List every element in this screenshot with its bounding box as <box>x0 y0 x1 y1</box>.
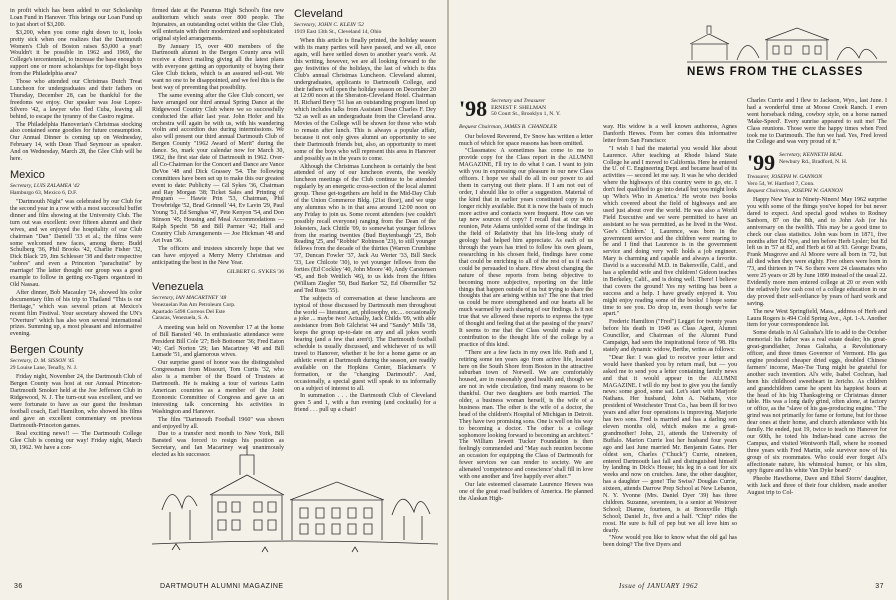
address-line: Venezuelan Pan Am Petroleum Corp. <box>152 302 236 309</box>
body-text: Pheobe Hawthorne, Dave and Ethel Storrs' daughter, with Jack and three of their four children, made another August trip to Col- <box>747 476 887 497</box>
page-number-left: 36 <box>14 583 23 590</box>
class-98-header <box>459 98 741 122</box>
right-column-2 <box>603 124 737 564</box>
address-line: 29 Louise Lane, Tenafly, N. J. <box>10 364 78 371</box>
body-text: Our late esteemed classmate Laurence Hewes was one of the great road builders of America. He planned the Alaskan High- <box>459 481 593 502</box>
body-text: When this article is finally printed, the holiday season with its many parties will have passed, and we all, once again, will have settled down to another year's work. At this writing, however, we are all looking forward to the gay festivities of the holidays, the last of which is this Club's annual Christmas Luncheon. Cleveland alumni, undergraduates, applicants to Dartmouth College, and their fathers will open the holiday season on December 20 at 12:00 noon at the Sheraton-Cleveland Hotel. Chairman H. Richard Bevy '51 has an outstanding program lined up which includes talks from Assistant Dean Charles F. Dey '52 as well as an undergraduate from the Cleveland area. Movies of the College will be shown for those who wish to remain after lunch. This is always a popular affair, because it not only gives alumni an opportunity to see their Dartmouth friends but, also, an opportunity to meet some of the boys who will represent this area in Hanover and possibly as in the years to come. <box>294 38 436 162</box>
secretary-line: Secretary and Treasurer <box>491 98 546 104</box>
body-text: "Now would you like to know what the old gal has been doing? The five Dyers and <box>603 535 737 549</box>
address-line: Hamburgo 63, Mexico 6, D.F. <box>10 189 78 196</box>
banner-sketch-illustration <box>687 22 887 64</box>
body-text: The film "Dartmouth Football 1960" was shown and enjoyed by all. <box>152 416 284 430</box>
magazine-name-footer: DARTMOUTH ALUMNI MAGAZINE <box>160 583 284 590</box>
section-banner-title: NEWS FROM THE CLASSES <box>687 66 864 78</box>
news-banner <box>687 22 887 92</box>
right-column-1 <box>459 124 593 564</box>
body-text: way. His widow is a well known authoress, Agnes Danforth Hewes. From her comes this informative letter from San Francisco: <box>603 124 737 144</box>
treasurer-block <box>747 174 887 194</box>
bequest-chairman-line: Bequest Chairman, JOSEPH W. GANNON <box>747 187 843 194</box>
body-text: "There are a few facts in my own life. Ruth and I, retiring some ten years ago from active life, located here on the South Shore from Boston in the attractive suburban town of Norwell. We are comfortably housed, are in reasonably good health and, though we are not in wide circulation, find many reasons to be thankful. Our two daughters are both married. The older, a business woman herself, is the wife of a business man. The other is the wife of a doctor, the head of the children's Hospital of Michigan in Detroit. They have two promising sons. One is well on his way to becoming a doctor. The other is a college sophomore looking forward to becoming an architect." The William Jewett Tucker Foundation is then feelingly commended and "May each reunion become an occasion for equipping the Class of Dartmouth for fewer services we can render to society. We are alienated 'competence and conscience' shall fill in love with one another and 'live happily ever after.'" <box>459 349 593 480</box>
right-column-3 <box>747 98 887 564</box>
section-title-bergen-county: Bergen County <box>10 344 84 357</box>
bequest-text: Bequest Chairman, JAMES B. CHANDLER <box>459 124 557 130</box>
campus-sketch-illustration <box>152 440 438 560</box>
body-text: Happy New Year to Ninety-Niners! May 1962 surprise you with some of the things you've hoped for but never dared to expect. And special good wishes to Rodney Sanborn, 87 on the 8th, and to John Ash (or his anniversary on the twelfth. This may be a good time to check our class statistics. John was born in 1871, five months after Ed Nye, and ten before Herb Lysler; but Ed left us in '57 at 82, and Herb at 60 at 93. George Evans, Frank Musgrove and Al Moore were all born in '72, but all died when they were eighty. Five others were born in '73, and thirteen in '74. So there were 24 classmates who were 25 years or 28 by June 1899 instead of the usual 22. Evidently more men entered college at 20 or even with the relatively low cash cost of a college education in our day proved their self-reliance by years of hard work and saving. <box>747 197 887 307</box>
left-page <box>0 0 447 600</box>
body-text: The officers and trustees sincerely hope that we can have enjoyed a Merry Merry Christmas and anticipating the best in the New Year. <box>152 245 284 266</box>
secretary-line: Secretary, IAN MACARTNEY '48 <box>152 295 227 302</box>
section-meta <box>459 96 741 121</box>
body-text: Due to a transfer next month to New York, Bill Bansted was forced to resign his position as Secretary, and Ian Macartney was unanimously elected as his successor. <box>152 431 284 459</box>
body-text: Charles Currie and I flew to Jackson, Wyo., last June. I had a wonderful time at Moose Creek Ranch. I even went horseback riding, cowboy style, on a horse named 'Make-Speed'. Every sunrise appeared to suit me! The Class reunions. Those were the happy times when Fred took me to Dartmouth. The fun we had. Yes, Fred loved the College and was very proud of it." <box>747 98 887 146</box>
secretary-line: Secretary, D. M. SISSON '45 <box>10 358 75 365</box>
body-text: The Philadelphia Hanoverian's Christmas stocking also contained some goodies for future consumption. Our Annual Dinner is coming up on Wednesday, February 14, with Dean Thad Seymour as speaker. And on Wednesday, March 28, the Glee Club will be here. <box>10 121 142 163</box>
section-meta <box>294 22 436 35</box>
body-text: Those who attended our Christmas Dutch Treat Luncheon for undergraduates and their fathers on Thursday, December 28, can be thankful for the freedoms we enjoy. Our speaker was Jose Lopez-Silvero '42, a lawyer who fled Cuba, leaving all behind, to escape the tyranny of the Castro regime. <box>10 79 142 120</box>
body-text: Our beloved Reverend, Ev Snow has written a letter much of which for space reasons has been omitted. <box>459 133 593 147</box>
address-line: 50 Court St., Brooklyn 1, N. Y. <box>491 111 561 118</box>
secretary-line: Secretary, JOHN C. KLEIN '52 <box>294 22 364 28</box>
left-column-2 <box>152 8 285 459</box>
body-text: "Classmates: A sometimes has come to me to provide copy for the Class report in the ALUMNI MAGAZINE, I'll try to do what I can. I want to join with you in expressing our pleasure in our new Class officers. I hope we shall do all in our power to aid them in carrying out their plans. If I am not out of order, I should like to offer a suggestion. Material of the kind that in earlier years constituted copy is no longer richly available. But it is now the basis of much more active and contacts were frequent. How can we tap new sources of copy? I recall that at our 40th reunion, Pete Adams unfolded some of the findings in the field of Relativity that his life-long study of geology had helped him appreciate. As each of us through the years has tried to follow his own gleam, researching in his chosen field, findings have come that could be enriching to all of the rest of us if each could be persuaded to share. How about changing the nature of these reports from being objective to becoming more subjective, reporting on the little things that happen outside of us but trying to share the thoughts that are arising within us? The one that tried us could be more strengthened and our hearts all be much warmed by such sharing of our findings. Is it not true that we allowed these reports to express the type of thought and feeling that at the passing of the years? It seems to me that the Class would make a real contribution to the thought life of the college by a practice of this kind. <box>459 148 593 348</box>
body-text: Friday night, November 24, the Dartmouth Club of Bergen County was host at our Annual Princeton-Dartmouth Smoker held at the Joe Jefferson Club in Ridgewood, N. J. The turn-out was excellent, and we were fortunate to have as our guest the freshman football coach, Earl Hamilton, who showed his films and gave an excellent commentary on previous Dartmouth-Princeton games. <box>10 374 142 429</box>
body-text: firmed date at the Paramus High School's fine new auditorium which seats over 800 people. The Injunaires, an outstanding octet within the Glee Club, will entertain with their modernized and sophisticated original styled arrangements. <box>152 8 284 42</box>
body-text: in profit which has been added to our Scholarship Loan Fund in Hanover. This brings our Loan Fund up to just short of $3,200. <box>10 8 142 28</box>
secretary-line: Secretary, KENNETH BEAL <box>779 152 843 159</box>
right-page <box>449 0 896 600</box>
body-text: "I wish I had the material you would like about Laurence. After teaching at Rhode Island State College he and I moved to California. Here he entered the U. of C. Engineering Dept. and became head of its activities — second let me say. It was he who decided where the highways of this country were to go, etc. I don't feel qualified to go into detail but you might look up 'Who's Who in America.' He wrote two books which covered about the field of highways and are used just about over the world. He was also a World Field Executive and we were permitted to have an assistant so he was permitted, as he lived in the West. 'Gee's Children.' I, Laurence, was born in the government service and the children were rearing to be and I find that Laurence is in the government service and doing very well: holds a job engineer. Mary is charming and capable and always a favorite. David is a successful M.D. in Bakersville, Calif., and has a splendid wife and five children! Gideon teaches in Berkeley, Calif., and is doing well. There! I believe that covers the ground! Yes my writing has been a success and a help. I have greatly enjoyed it. You might enjoy reading some of the books! I hope some time to see you. Do drop in, even though we're far apart." <box>603 145 737 318</box>
section-title-venezuela: Venezuela <box>152 281 204 294</box>
body-text: Some details in Al Galusha's life to add to the October memorial: his father was a real estate dealer; his great-great-grandfather, Jonas Galusha, a Revolutionary officer, and three times Governor of Vermont. His gas engine produced cheaper dried eggs, doubled Chinese farmers' income, Mao-Tse Tung might be grateful for another such invention. Al's wife, Isabel Cochran, had been his childhood sweetheart in Jericho. As children and grandchildren came he spent his happiest hours at the head of his big Thanksgiving or Christmas dinner table. His was a long daily grind, often alone, at factory or office, as the "slave of his gas-producing engine." The grind was not primarily for fame or fortune, but for those dear ones at their home, and church attendance with his family. He ended, just 19, twice to teach no Hanover for our 60th, he toted his Indian-head cane across the Campus, and visited Wentworth Hall, where he roomed three years with Fred Martin, sole survivor now of his group of six roommates. Who could ever forget Al's affectionate nature, his whimsical humor, or his slim, spry figure and his white Van Dyke beard? <box>747 330 887 475</box>
left-column-1 <box>10 8 142 498</box>
section-meta <box>10 183 142 196</box>
body-text: Our surprise guest of honor was the distinguished Congressman from Missouri, Tom Curtis '32, who also is a member of the Board of Trustees at Dartmouth. He is making a tour of various Latin American countries as a member of the Joint Economic Committee of Congress and gave us an interesting talk concerning his activities in Washington and Hanover. <box>152 360 284 415</box>
section-title-mexico: Mexico <box>10 168 45 181</box>
signature: GILBERT G. SYKES '36 <box>226 268 284 275</box>
address-line: 1919 East 13th St., Cleveland 14, Ohio <box>294 28 382 35</box>
bequest-chairman-line <box>459 124 593 131</box>
class-year-99: '99 <box>747 150 776 176</box>
section-title-cleveland: Cleveland <box>294 8 343 20</box>
section-meta <box>10 358 142 371</box>
body-text: The same evening after the Glee Club concert, we have arranged our third annual Spring Dance at the Ridgewood Country Club where we so successfully conducted the affair last year. John Hofer and his orchestra will again be with us, with his wandering violin and accordion duo during intermissions. We also will present our third annual Dartmouth Club of Bergen County "1962 Award of Merit" during the dance. So, mark your calendar now for March 30, 1962, the first star date of Dartmouth in 1962. Over-all Co-Chairman for the Concert and Dance are Vance DeVoe '48 and Dick Grassey '54. The following committees have been set up to make this our greatest event to date: Publicity — Gil Sykes '36, Chairman and Ray Morgan '38; Ticket Sales and Printing of Program — Hawie Prin '53, Chairman, Phil Trowbridge '52, Brad Grinnell '44, Ev Lavin '29, Paul Young '51, Ed Senghas '47, Pete Kenyon '54, and Don Stinson '45; Housing and Meal Accommodations — Ralph Specht '58 and Bill Parmer '42; Hall and Country Club Arrangements — Joe Hickman '48 and Art Ivan '36. <box>152 92 284 244</box>
body-text: The subjects of conversation at these luncheons are typical of those discussed by Dartmouth men throughout the world — literature, art, philosophy, etc.... occasionally a joke ... maybe two! Actually, Jack Childs '09, with able assistance from Bob Gilchrist '44 and "Sandy" Mills '38, keeps the group up-to-date on any and all jokes worth hearing (and a few that aren't). The Dartmouth football schedule is usually discussed, and whichever of us will travel to Hanover, whether it be for a home game or an athletic event at Dartmouth during the season, are readily available on the Hopkins Center, Blackman's V formation, or the "changing Dartmouth". And, occasionally, a special guest will speak to us informally on a subject of interest to all. <box>294 295 436 392</box>
body-text: The new West Springfield, Mass., address of Herb and Laura Rogers is 494 Cold Spring Ave., Apt. 1-A. Another item for your correspondence list. <box>747 308 887 329</box>
body-text: In summation . . . the Dartmouth Club of Cleveland goes 5 and 1, with a fun evening (and cocktails) for a friend . . . pull up a chair! <box>294 393 436 414</box>
body-text: By January 15, over 400 members of the Dartmouth alumni in the Bergen County area will receive a direct mailing giving all the latest plans with everyone getting an opportunity of buying their Glee Club tickets, which is an assured sell-out. We want no one to be disappointed, and we feel this is the best way of preventing that possibility. <box>152 43 285 91</box>
issue-date-footer: Issue of JANUARY 1962 <box>619 582 699 590</box>
address-line: Newbury Rd., Bradford, N. H. <box>779 158 848 165</box>
section-meta <box>152 295 284 321</box>
body-text: Although the Christmas Luncheon is certainly the best attended of any of our luncheon events, the weekly luncheon meetings of the Club continue to be attended regularly by an energetic cross-section of the local alumni group. These get-togethers are held in the Mid-Day Club of the Union Commerce Bldg. (21st floor), and we urge any alumnus who is in that area around 12:00 noon on any Friday to join us. Some recent attenders (we couldn't possibly recall everyone) ranging from the Dean of the Jokesters, Jack Chittle '09, to somewhat younger fellows from the roaring twenties (Bud Buytenbaugh '25, Bob Reading '25, and "Robbie" Robinson '23), to still younger fellows from the decade of the thirties (Warren Crumbine '37, Duncan Fowler '37, Jack Au Werter '33, Bill Steck '33, Lee Chilcote '30), to yet younger fellows from the forties (Ed Cockley '40, John Moore '40, Andy Carstensen '45, and Bob Wettlich '46), to us kids from the fifties (William Ziegler '50, Bud Barker '52, Ed Obermiller '52 and Ted Russ '55). <box>294 163 436 294</box>
page-number-right: 37 <box>875 583 884 590</box>
address-line: Apartado 5498 Correos Del Este <box>152 308 226 315</box>
left-column-3 <box>294 8 436 438</box>
body-text: After dinner, Bob Macauley '24, showed his color documentary film of his trip to Thailand "This is our Heritage," which was several prizes at Mexico's recent film Festival. Your secretary showed the UN's "Overture" which has also won several international prizes. Summing up, a most pleasant and informative evening. <box>10 289 142 338</box>
address-line: Vero 54, W. Hartford 7, Conn. <box>747 180 815 187</box>
address-line: Caracas, Venezuela, S. A. <box>152 315 210 322</box>
body-text: $3,200, when you come right down to it, looks pretty sick when one realizes that the Dartmouth Women's Club of Boston raises $3,000 a year! Wouldn't it be possible in 1962 and 1969, the College's tercentennial, to increase the base enough to support one or more scholarships for top-flight boys from the Philadelphia area? <box>10 29 142 78</box>
body-text: Frederic Hamilton ("Fred") Legget for twenty years before his death in 1949 as Class Agent, Alumni Councillor, and Chairman of the Alumni Fund Campaign, had seen the inspirational force of '98. His stately and dynamic widow, Berthe, writes as follows: <box>603 319 737 353</box>
secretary-line: Secretary, LUIS ZALAMEA '42 <box>10 182 80 189</box>
body-text: "Dartmouth Night" was celebrated by our Club for the second year in a row with a most successful buffet dinner and film showing at the University Club. The turn out was excellent: over fifteen alumni and their wives, and we enjoyed the hospitality of our Club chairman "Dan" Daniell '33 et al.; the films were some welcomed new faces, among them: Budd Schulberg '36, Phil Brooks '42, Charlie Fisher '32, Dick Black '29, Jim Schlesser '38 and their respective "sobres" and even a Princeton "parachutist" by marriage! The latter thought our group was a good example to follow in getting ex-Tigers organized in Old Nassau. <box>10 199 142 288</box>
class-year-98: '98 <box>459 96 488 121</box>
class-99-header <box>747 150 887 176</box>
body-text: Real exciting news!! — The Dartmouth College Glee Club is coming our way! Friday night, March 30, 1962. We have a con- <box>10 430 142 451</box>
body-text: "Dear Ike: I was glad to receive your letter and would have thanked you by return mail, but — you asked me to send you a letter containing family news and that it would appear in the ALUMNI MAGAZINE. I will do my best to give you the family news: some good, some sad. Let's start with Marjorie Nathans. Her husband, John A. Nathans, vice president of Westchester Trust Co., has been ill for two years and after four operations is improving. Marjorie has two sons. Fred is married and has a darling son eleven months old, which makes me a great-grandmother! John, 21, attends the University of Buffalo. Marion Currie lost her husband four years ago and last June married Mr. Benjamin Gates. Her oldest son, Charles ("Chuck") Currie, nineteen, entered Dartmouth last fall and distinguished himself by landing in Dick's House; his leg in a cast for six weeks and now on crutches. Jane, the other daughter, has a daughter — gone! The Swiss? Douglas Currie, sixteen, attends Darrow Prep School at New Lebanon, N. Y. Yvonne (Mrs. Daniel Dyer '39) has three children. Suzanne, seventeen, is a senior at Westover School; Dianne, fourteen, is at Bronxville High School; Daniel Jr., five and a half. "Chip" rides the roost. He sure is full of pep but we all love him so dearly. <box>603 354 737 534</box>
treasurer-line: Treasurer, JOSEPH W. GANNON <box>747 174 823 181</box>
body-text: A meeting was held on November 17 at the home of Bill Bansted '40. In enthusiastic attendance were President Bill Cole '27; Bob Bottomer '36; Fred Eaton '40; Carl Norton '29; Ian Macartney '48 and Bill Lamade '51, and glamorous wives. <box>152 324 284 359</box>
secretary-name: ERNEST F. SHELMAN <box>491 104 547 111</box>
